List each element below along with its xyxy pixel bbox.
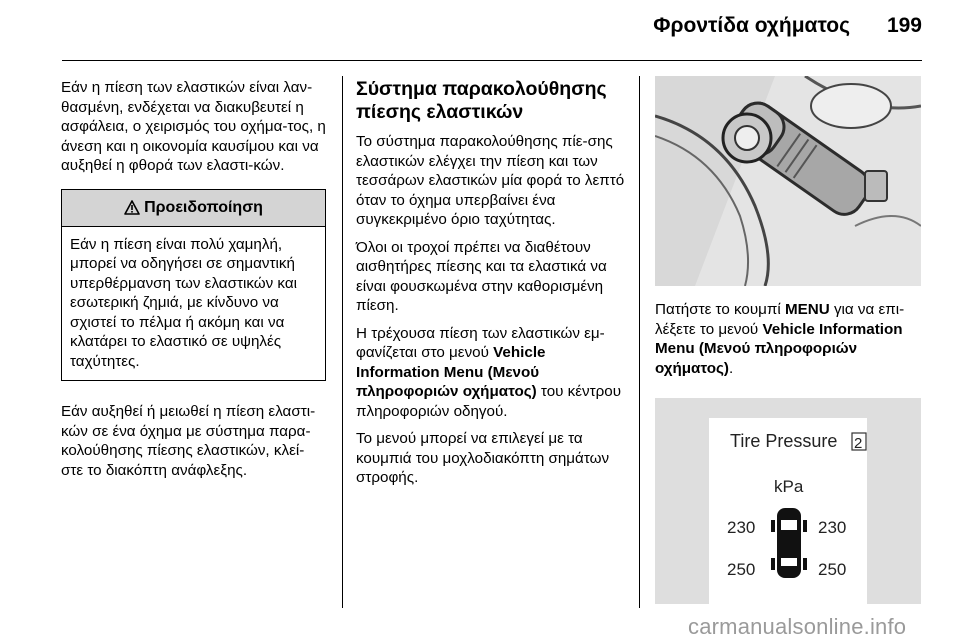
column-right [655,76,921,604]
rear-right-pressure: 250 [818,560,847,579]
after-warning-paragraph: Εάν αυξηθεί ή μειωθεί η πίεση ελαστι-κών σε ένα όχημα με σύστημα παρα-κολούθησης πίεσης ελαστικών, κλεί-στε το διακόπτη ανάφλεξης. [61,403,316,479]
paragraph-1: Το σύστημα παρακολούθησης πίε-σης ελαστικών ελέγχει την πίεση και των τεσσάρων ελαστικών μία φορά το λεπτό όταν το όχημα υπερβαίνει ένα συγκεκριμένο όριο ταχύτητας. [356,133,625,228]
paragraph-3 [356,324,626,422]
caption-before: Πατήστε το κουμπί [655,301,785,318]
caption-middle: για να επι-λέξετε το μενού [655,301,905,338]
vehicle-info-menu-label: Vehicle Information Menu (Μενού πληροφοριών οχήματος) [356,344,546,400]
column-divider-2 [639,76,640,608]
menu-button-label: MENU [785,301,830,318]
p3-text-after: του κέντρου πληροφοριών οδηγού. [356,383,622,420]
page-indicator: 2 [854,435,863,452]
warning-box [61,189,326,382]
rear-left-pressure: 250 [727,560,756,579]
pressure-unit: kPa [774,477,804,496]
warning-triangle-icon [124,200,140,215]
watermark: carmanualsonline.info [688,614,907,639]
header-divider [62,60,922,61]
page-title: Φροντίδα οχήματος [653,14,850,37]
warning-header [62,190,325,227]
p3-text-before: Η τρέχουσα πίεση των ελαστικών εμ-φανίζεται στο μενού [356,324,605,361]
column-divider-1 [342,76,343,608]
front-left-pressure: 230 [727,518,756,537]
display-title: Tire Pressure [730,431,838,451]
tire-pressure-display [655,398,921,604]
warning-title: Προειδοποίηση [144,198,263,216]
turn-signal-lever-photo [655,76,921,286]
page-header [0,0,960,60]
caption-after: . [728,359,734,377]
paragraph-4: Το μενού μπορεί να επιλεγεί με τα κουμπιά του μοχλοδιακόπτη σημάτων στροφής. [356,430,610,486]
page-number: 199 [886,14,922,37]
column-middle [356,78,626,496]
column-left [61,78,326,480]
section-heading: Σύστημα παρακολούθησης πίεσης ελαστικών [356,78,607,123]
caption [655,300,921,378]
front-right-pressure: 230 [818,518,847,537]
paragraph-2: Όλοι οι τροχοί πρέπει να διαθέτουν αισθητήρες πίεσης και τα ελαστικά να είναι φουσκωμένα στην καθορισμένη πίεση. [356,238,607,314]
intro-paragraph: Εάν η πίεση των ελαστικών είναι λαν-θασμένη, ενδέχεται να διακυβευτεί η ασφάλεια, ο χειρισμός του οχήμα-τος, η άνεση και η οικονομία καυσίμου και να αυξηθεί η φθορά των ελαστι-κών. [61,79,326,174]
warning-text: Εάν η πίεση είναι πολύ χαμηλή, μπορεί να οδηγήσει σε σημαντική υπερθέρμανση των ελαστικών και εσωτερική ζημιά, με κίνδυνο να σχιστεί το πέλμα ή ακόμη και να κλατάρει το ελαστικό σε υψηλές ταχύτητες. [70,235,297,370]
vehicle-info-menu-label-caption: Vehicle Information Menu (Μενού πληροφοριών οχήματος) [655,320,903,377]
